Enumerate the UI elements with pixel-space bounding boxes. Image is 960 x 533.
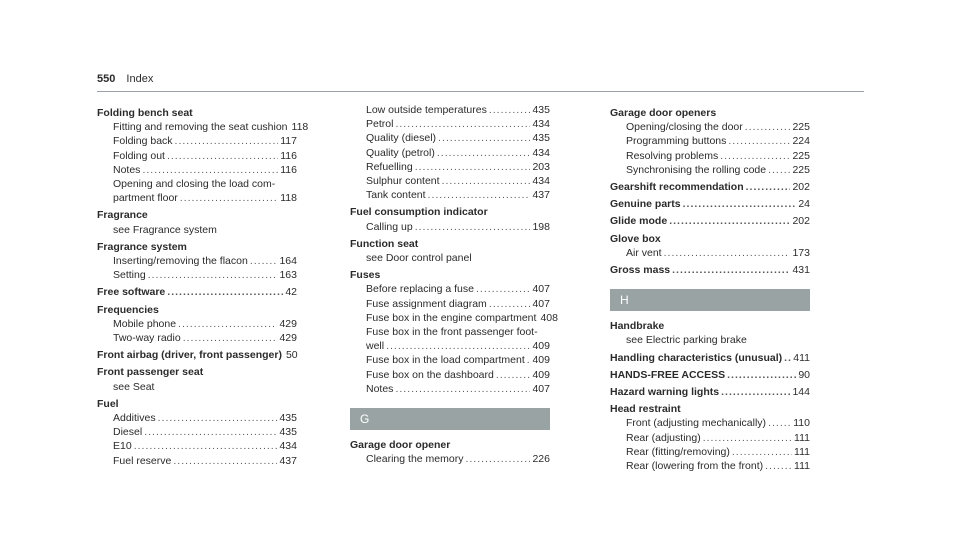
leader-dots <box>664 246 791 260</box>
index-subentry <box>97 439 297 453</box>
leader-dots <box>765 459 792 473</box>
entry-text: Notes <box>113 163 141 176</box>
page-ref: 90 <box>798 368 810 381</box>
index-subentry <box>610 163 810 177</box>
index-subentry <box>97 317 297 331</box>
page-ref: 429 <box>279 317 297 330</box>
index-subentry <box>350 311 558 325</box>
index-subentry: Fuse box in the front passenger foot- <box>366 326 538 339</box>
leader-dots <box>746 180 791 194</box>
page-ref: 111 <box>794 460 810 473</box>
page-ref: 116 <box>280 163 297 176</box>
index-subentry <box>350 339 550 353</box>
leader-dots <box>415 220 531 234</box>
index-subentry: see Door control panel <box>366 252 472 265</box>
entry-text: Quality (diesel) <box>366 132 437 145</box>
index-heading: Front passenger seat <box>97 366 204 379</box>
entry-text: HANDS-FREE ACCESS <box>610 368 726 381</box>
page-ref: 118 <box>280 192 297 205</box>
index-heading: Fragrance system <box>97 240 187 253</box>
index-heading: Fuel <box>97 397 119 410</box>
leader-dots <box>250 254 278 268</box>
leader-dots <box>672 263 790 277</box>
index-subentry <box>97 134 297 148</box>
leader-dots <box>428 188 531 202</box>
index-subentry <box>97 120 309 134</box>
page-ref: 407 <box>532 382 550 395</box>
leader-dots <box>489 103 531 117</box>
leader-dots <box>167 149 278 163</box>
page-ref: 202 <box>792 181 810 194</box>
entry-text: Refuelling <box>366 160 413 173</box>
index-subentry <box>350 297 550 311</box>
entry-text: Rear (fitting/removing) <box>626 445 730 458</box>
entry-text: Fuel reserve <box>113 454 172 467</box>
entry-text: Rear (lowering from the front) <box>626 460 764 473</box>
index-heading <box>97 348 297 362</box>
leader-dots <box>703 431 792 445</box>
leader-dots <box>720 149 790 163</box>
leader-dots <box>395 117 530 131</box>
page-ref: 437 <box>279 454 297 467</box>
leader-dots <box>745 120 791 134</box>
entry-text: Folding back <box>113 135 173 148</box>
page-ref: 431 <box>792 264 810 277</box>
index-heading: Fragrance <box>97 209 148 222</box>
page-ref: 224 <box>792 135 810 148</box>
entry-text: Tank content <box>366 189 426 202</box>
index-heading: Folding bench seat <box>97 107 193 119</box>
index-subentry <box>97 331 297 345</box>
index-subentry <box>610 431 810 445</box>
index-heading: Garage door opener <box>350 439 451 452</box>
page-ref: 24 <box>798 198 810 211</box>
entry-text: Air vent <box>626 246 662 259</box>
page-ref: 50 <box>285 349 298 362</box>
page-ref: 429 <box>279 332 297 345</box>
entry-text: Front airbag (driver, front passenger) <box>97 349 282 362</box>
index-subentry <box>350 146 550 160</box>
leader-dots <box>173 454 277 468</box>
leader-dots <box>386 339 530 353</box>
page-ref: 173 <box>792 246 810 259</box>
entry-text: Synchronising the rolling code <box>626 163 767 176</box>
page-header <box>97 73 153 85</box>
entry-text: Handling characteristics (unusual) <box>610 351 783 364</box>
entry-text: Rear (adjusting) <box>626 431 701 444</box>
page-ref: 203 <box>532 160 550 173</box>
page-ref: 435 <box>532 132 550 145</box>
leader-dots <box>727 368 796 382</box>
leader-dots <box>732 445 792 459</box>
leader-dots <box>437 146 531 160</box>
index-subentry: Opening and closing the load com- <box>113 178 276 191</box>
index-heading <box>610 180 810 194</box>
index-heading: Glove box <box>610 232 661 245</box>
page-ref: 225 <box>792 149 810 162</box>
index-subentry <box>350 160 550 174</box>
entry-text: Programming buttons <box>626 135 727 148</box>
index-heading <box>610 263 810 277</box>
index-heading: Handbrake <box>610 320 665 333</box>
leader-dots <box>178 317 277 331</box>
index-subentry <box>350 382 550 396</box>
page-ref: 435 <box>279 426 297 439</box>
entry-text: Additives <box>113 412 156 425</box>
entry-text: Genuine parts <box>610 198 681 211</box>
leader-dots <box>175 134 279 148</box>
page-ref: 42 <box>285 286 297 299</box>
index-heading <box>610 385 810 399</box>
entry-text: Fuse box in the engine compartment <box>366 311 537 324</box>
leader-dots <box>768 163 790 177</box>
index-column-3 <box>610 103 810 473</box>
entry-text: Free software <box>97 286 166 299</box>
entry-text: Two-way radio <box>113 332 181 345</box>
page-ref: 409 <box>532 368 550 381</box>
page-ref: 110 <box>793 417 810 430</box>
page-ref: 434 <box>279 440 297 453</box>
page-ref: 434 <box>532 118 550 131</box>
index-heading: Head restraint <box>610 403 681 416</box>
leader-dots <box>180 191 278 205</box>
page-ref: 198 <box>532 220 550 233</box>
entry-text: Low outside temperatures <box>366 104 487 116</box>
entry-text: Diesel <box>113 426 143 439</box>
page-ref: 111 <box>794 431 810 444</box>
entry-text: Opening/closing the door <box>626 121 743 134</box>
index-heading: Fuel consumption indicator <box>350 206 488 219</box>
entry-text: Clearing the memory <box>366 453 464 466</box>
entry-text: Sulphur content <box>366 175 440 188</box>
entry-text: E10 <box>113 440 132 453</box>
entry-text: Petrol <box>366 118 394 131</box>
entry-text: Fuse box on the dashboard <box>366 368 494 381</box>
index-subentry <box>610 149 810 163</box>
index-subentry: see Seat <box>113 380 155 393</box>
leader-dots <box>465 452 530 466</box>
entry-text: Calling up <box>366 220 413 233</box>
index-heading <box>97 285 297 299</box>
leader-dots <box>167 285 283 299</box>
entry-text: Fuse box in the load compartment <box>366 354 525 367</box>
entry-text: Resolving problems <box>626 149 719 162</box>
page-ref: 434 <box>532 175 550 188</box>
page-ref: 437 <box>532 189 550 202</box>
page-ref: 407 <box>532 297 550 310</box>
leader-dots <box>134 439 278 453</box>
index-subentry <box>350 368 550 382</box>
entry-text: Hazard warning lights <box>610 386 720 399</box>
page-ref: 202 <box>792 215 810 228</box>
index-subentry <box>97 425 297 439</box>
index-subentry <box>97 149 297 163</box>
entry-text: Mobile phone <box>113 317 177 330</box>
leader-dots <box>768 416 791 430</box>
leader-dots <box>144 425 277 439</box>
entry-text: Before replacing a fuse <box>366 283 474 296</box>
page-ref: 411 <box>793 351 810 364</box>
leader-dots <box>527 353 531 367</box>
index-subentry <box>97 454 297 468</box>
index-subentry <box>350 353 550 367</box>
page-ref: 117 <box>280 135 297 148</box>
page-ref: 225 <box>792 163 810 176</box>
section-letter-g: G <box>350 408 550 430</box>
index-subentry: see Fragrance system <box>113 223 217 236</box>
index-subentry <box>350 220 550 234</box>
leader-dots <box>142 163 278 177</box>
entry-text: Gearshift recommendation <box>610 181 744 194</box>
entry-text: Quality (petrol) <box>366 146 435 159</box>
entry-text: Notes <box>366 382 394 395</box>
leader-dots <box>669 214 790 228</box>
leader-dots <box>183 331 278 345</box>
index-subentry <box>350 103 550 117</box>
index-subentry <box>610 416 810 430</box>
index-column-1 <box>97 103 309 468</box>
page-ref: 116 <box>280 149 297 162</box>
page-ref: 408 <box>540 311 558 324</box>
page-ref: 226 <box>532 453 550 466</box>
leader-dots <box>721 385 790 399</box>
index-subentry <box>350 174 550 188</box>
index-subentry <box>350 117 550 131</box>
index-subentry <box>610 445 810 459</box>
index-subentry <box>350 282 550 296</box>
index-subentry <box>610 246 810 260</box>
entry-text: Fuse assignment diagram <box>366 297 487 310</box>
entry-text: Folding out <box>113 149 165 162</box>
index-subentry <box>97 411 297 425</box>
index-subentry <box>350 131 550 145</box>
index-heading <box>610 351 810 365</box>
entry-text: Fitting and removing the seat cushion <box>113 121 288 134</box>
leader-dots <box>442 174 531 188</box>
index-subentry: see Electric parking brake <box>626 334 747 347</box>
index-subentry <box>97 268 297 282</box>
page-ref: 225 <box>792 121 810 134</box>
section-title: Index <box>126 73 154 85</box>
leader-dots <box>395 382 530 396</box>
page-ref: 434 <box>532 146 550 159</box>
page-ref: 409 <box>532 340 550 353</box>
entry-text: Glide mode <box>610 215 668 228</box>
entry-text: partment floor <box>113 192 178 205</box>
page-ref: 407 <box>532 283 550 296</box>
page-ref: 435 <box>279 412 297 425</box>
page-ref: 409 <box>532 354 550 367</box>
leader-dots <box>683 197 797 211</box>
leader-dots <box>476 282 530 296</box>
leader-dots <box>158 411 278 425</box>
index-heading <box>610 197 810 211</box>
entry-text: well <box>366 340 385 353</box>
header-divider <box>97 91 864 92</box>
entry-text: Inserting/removing the flacon <box>113 255 248 268</box>
index-subentry <box>97 191 297 205</box>
index-subentry <box>610 134 810 148</box>
index-subentry <box>610 459 810 473</box>
page-ref: 163 <box>279 269 297 282</box>
index-heading: Garage door openers <box>610 107 717 119</box>
leader-dots <box>728 134 790 148</box>
index-subentry <box>97 163 297 177</box>
leader-dots <box>415 160 531 174</box>
entry-text: Gross mass <box>610 264 671 277</box>
leader-dots <box>784 351 791 365</box>
index-heading: Frequencies <box>97 303 159 316</box>
page-ref: 111 <box>794 445 810 458</box>
index-subentry <box>97 254 297 268</box>
index-heading <box>610 214 810 228</box>
index-heading <box>610 368 810 382</box>
page-ref: 164 <box>279 255 297 268</box>
index-subentry <box>350 452 550 466</box>
entry-text: Front (adjusting mechanically) <box>626 417 767 430</box>
leader-dots <box>438 131 530 145</box>
page-ref: 118 <box>291 121 309 134</box>
index-heading: Fuses <box>350 269 381 282</box>
index-heading: Function seat <box>350 237 419 250</box>
page-ref: 144 <box>792 386 810 399</box>
leader-dots <box>148 268 278 282</box>
entry-text: Setting <box>113 269 146 282</box>
leader-dots <box>489 297 531 311</box>
section-letter-h: H <box>610 289 810 311</box>
page-ref: 435 <box>532 104 550 116</box>
page-number: 550 <box>97 73 116 85</box>
index-subentry <box>350 188 550 202</box>
index-column-2 <box>350 103 558 466</box>
leader-dots <box>496 368 531 382</box>
index-subentry <box>610 120 810 134</box>
